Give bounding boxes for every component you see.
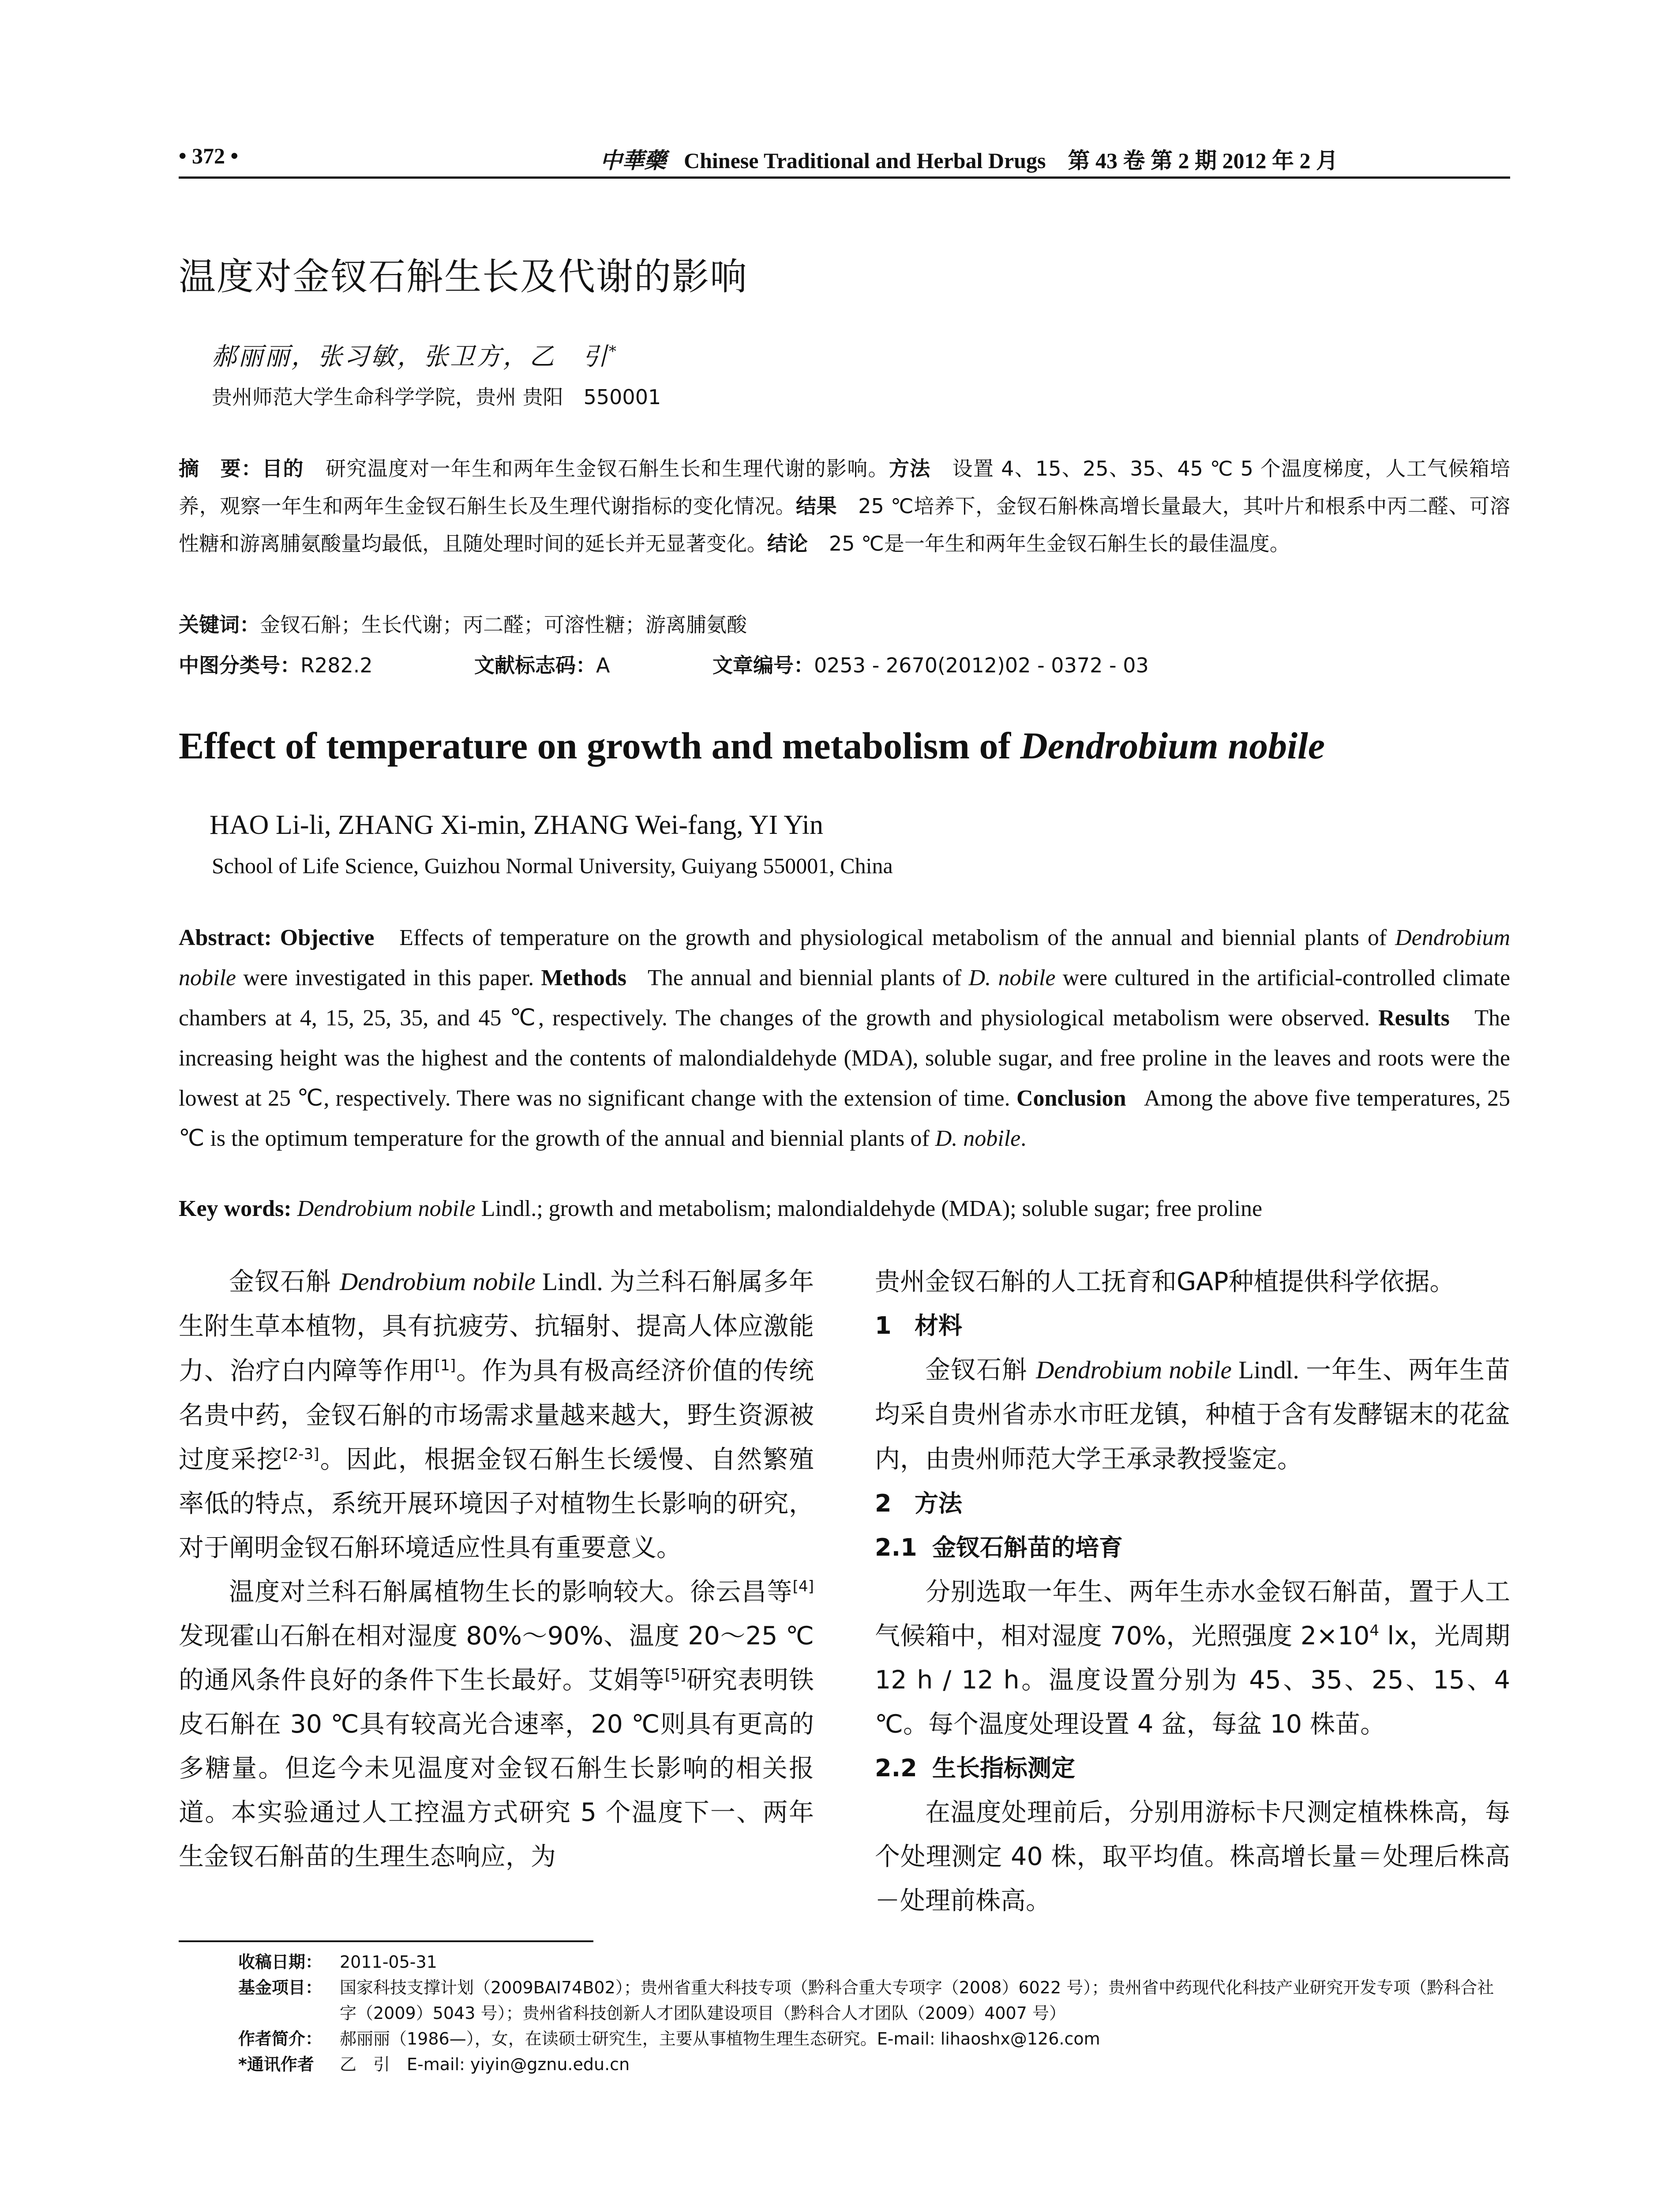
- classification-line: [179, 649, 1149, 679]
- footnote-author-bio: 作者简介： 郝丽丽（1986—），女，在读硕士研究生，主要从事植物生理生态研究。E-mail: lihaoshx@126.com: [238, 2029, 1100, 2048]
- objective-label: 目的: [262, 457, 304, 480]
- english-affiliation: School of Life Science, Guizhou Normal University, Guiyang 550001, China: [212, 853, 893, 878]
- en-objective-text: Effects of temperature on the growth and physiological metabolism of the annual and biennial plants of: [399, 925, 1387, 950]
- citation-ref: [1]: [434, 1357, 456, 1374]
- journal-logo: 中華藥: [600, 147, 666, 173]
- chinese-keywords: [179, 609, 747, 638]
- materials-paragraph: 金钗石斛 Dendrobium nobile Lindl. 一年生、两年生苗均采自贵州省赤水市旺龙镇，种植于含有发酵锯末的花盆内，由贵州师范大学王承录教授鉴定。: [875, 1355, 1510, 1473]
- en-objective-label: Objective: [280, 925, 375, 950]
- corresponding-mark: *: [609, 342, 618, 360]
- section-heading-materials: 1 材料: [875, 1312, 962, 1339]
- running-head: [179, 140, 1510, 176]
- chinese-abstract: [179, 450, 1510, 563]
- english-title: [179, 724, 1325, 768]
- en-conclusion-end: .: [1020, 1126, 1027, 1151]
- species-name: Dendrobium nobile: [340, 1268, 536, 1296]
- footnote-funding: 基金项目： 国家科技支撑计划（2009BAI74B02）；贵州省重大科技专项（黔科合重大专项字（2008）6022 号）；贵州省中药现代化科技产业研究开发专项（黔科合社字（2009）5043 号）；贵州省科技创新人才团队建设项目（黔科合人才团队（2009）4007 号）: [238, 1978, 1494, 2023]
- methods-label: 方法: [889, 457, 931, 480]
- en-methods-text-2: were cultured in the artificial-controlled climate chambers at 4, 15, 25, 35, and 45 ℃, respectively. The changes of the growth and physiological metabolism were observed.: [179, 965, 1511, 1031]
- doc-code-label: 文献标志码：: [474, 653, 596, 677]
- en-keywords-species: Dendrobium nobile: [297, 1196, 476, 1221]
- growth-index-paragraph: 在温度处理前后，分别用游标卡尺测定植株株高，每个处理测定 40 株，取平均值。株高增长量＝处理后株高－处理前株高。: [875, 1798, 1510, 1915]
- section-heading-methods: 2 方法: [875, 1489, 962, 1517]
- results-text: 25 ℃培养下，金钗石斛株高增长量最大，其叶片和根系中丙二醛、可溶性糖和游离脯氨酸量均最低，且随处理时间的延长并无显著变化。: [179, 494, 1511, 555]
- en-conclusion-text: Among the above five temperatures, 25 ℃ is the optimum temperature for the growth of the annual and biennial plants of: [179, 1086, 1510, 1151]
- en-methods-species: D. nobile: [968, 965, 1056, 990]
- keywords-text: 金钗石斛；生长代谢；丙二醛；可溶性糖；游离脯氨酸: [260, 613, 747, 637]
- footnote-rule: [179, 1940, 593, 1942]
- species-name: Dendrobium nobile: [1036, 1356, 1232, 1384]
- en-abstract-label: Abstract:: [179, 925, 272, 950]
- journal-info: [600, 143, 1338, 175]
- header-rule: [179, 176, 1510, 179]
- chinese-author-names: 郝丽丽，张习敏，张卫方，乙 引: [212, 342, 609, 371]
- en-conclusion-label: Conclusion: [1016, 1086, 1126, 1111]
- cultivation-paragraph: 分别选取一年生、两年生赤水金钗石斛苗，置于人工气候箱中，相对湿度 70%，光照强度 $2\times 10^4$ lx，光周期 12 h / 12 h。温度设置分别为 45、35、25、15、4 ℃。每个温度处理设置 4 盆，每盆 10 株苗。: [875, 1577, 1511, 1739]
- article-no-value: 0253 - 2670(2012)02 - 0372 - 03: [814, 653, 1149, 677]
- english-title-species: Dendrobium nobile: [1020, 724, 1325, 767]
- intro-paragraph-1: 金钗石斛 Dendrobium nobile Lindl. 为兰科石斛属多年生附生草本植物，具有抗疲劳、抗辐射、提高人体应激能力、治疗白内障等作用[1]。作为具有极高经济价值的传统名贵中药，金钗石斛的市场需求量越来越大，野生资源被过度采挖[2-3]。因此，根据金钗石斛生长缓慢、自然繁殖率低的特点，系统开展环境因子对植物生长影响的研究，对于阐明金钗石斛环境适应性具有重要意义。: [179, 1267, 814, 1562]
- journal-citation: Chinese Traditional and Herbal Drugs 第 43 卷 第 2 期 2012 年 2 月: [684, 148, 1338, 173]
- en-methods-label: Methods: [541, 965, 626, 990]
- doc-code-value: A: [596, 653, 610, 677]
- en-conclusion-species: D. nobile: [935, 1126, 1021, 1151]
- subsection-heading-growth-index: 2.2 生长指标测定: [875, 1754, 1075, 1782]
- chinese-title: 温度对金钗石斛生长及代谢的影响: [179, 255, 748, 298]
- abstract-label: 摘 要：: [179, 457, 262, 480]
- en-results-label: Results: [1378, 1005, 1450, 1031]
- subsection-heading-cultivation: 2.1 金钗石斛苗的培育: [875, 1534, 1123, 1561]
- body-left-column: [179, 1260, 814, 1879]
- footnote-corresponding-author: *通讯作者 乙 引 E-mail: yiyin@gznu.edu.cn: [238, 2055, 630, 2074]
- en-results-text: The increasing height was the highest and the contents of malondialdehyde (MDA), soluble sugar, and free proline in the leaves and roots were the lowest at 25 ℃, respectively. There was no significant change with the extension of time.: [179, 1005, 1511, 1111]
- intro-paragraph-2-continued: 贵州金钗石斛的人工抚育和GAP种植提供科学依据。: [875, 1267, 1455, 1296]
- clc-value: R282.2: [300, 653, 373, 677]
- en-keywords-label: Key words:: [179, 1196, 292, 1221]
- clc-label: 中图分类号：: [179, 653, 300, 677]
- chinese-affiliation: 贵州师范大学生命科学学院，贵州 贵阳 550001: [212, 385, 661, 409]
- intro-paragraph-2: 温度对兰科石斛属植物生长的影响较大。徐云昌等[4]发现霍山石斛在相对湿度 80%～90%、温度 20～25 ℃的通风条件良好的条件下生长最好。艾娟等[5]研究表明铁皮石斛在 30 ℃具有较高光合速率，20 ℃则具有更高的多糖量。但迄今未见温度对金钗石斛生长影响的相关报道。本实验通过人工控温方式研究 5 个温度下一、两年生金钗石斛苗的生理生态响应，为: [179, 1577, 814, 1871]
- methods-text: 设置 4、15、25、35、45 ℃ 5 个温度梯度，人工气候箱培养，观察一年生和两年生金钗石斛生长及生理代谢指标的变化情况。: [179, 457, 1510, 518]
- en-methods-text: The annual and biennial plants of: [648, 965, 962, 990]
- objective-text: 研究温度对一年生和两年生金钗石斛生长和生理代谢的影响。: [325, 457, 889, 480]
- article-no-label: 文章编号：: [712, 653, 814, 677]
- citation-ref: [5]: [664, 1666, 686, 1684]
- english-authors: HAO Li-li, ZHANG Xi-min, ZHANG Wei-fang, YI Yin: [210, 810, 823, 840]
- en-keywords-text: Lindl.; growth and metabolism; malondialdehyde (MDA); soluble sugar; free proline: [481, 1196, 1263, 1221]
- en-objective-species: Dendrobium nobile: [179, 925, 1511, 990]
- conclusion-label: 结论: [767, 532, 808, 555]
- english-title-text: Effect of temperature on growth and metabolism of: [179, 724, 1020, 767]
- en-objective-text-2: were investigated in this paper.: [243, 965, 534, 990]
- footnote-received: 收稿日期： 2011-05-31: [238, 1952, 437, 1972]
- chinese-authors: [212, 337, 618, 372]
- footnotes: [238, 1949, 1509, 2077]
- results-label: 结果: [795, 494, 837, 518]
- english-abstract: [179, 918, 1510, 1159]
- citation-ref: [2-3]: [283, 1445, 319, 1463]
- citation-ref: [4]: [792, 1578, 814, 1595]
- english-keywords: [179, 1196, 1510, 1222]
- conclusion-text: 25 ℃是一年生和两年生金钗石斛生长的最佳温度。: [829, 532, 1290, 555]
- body-right-column: [875, 1260, 1510, 1923]
- keywords-label: 关键词：: [179, 613, 260, 637]
- page-number: • 372 •: [179, 143, 239, 168]
